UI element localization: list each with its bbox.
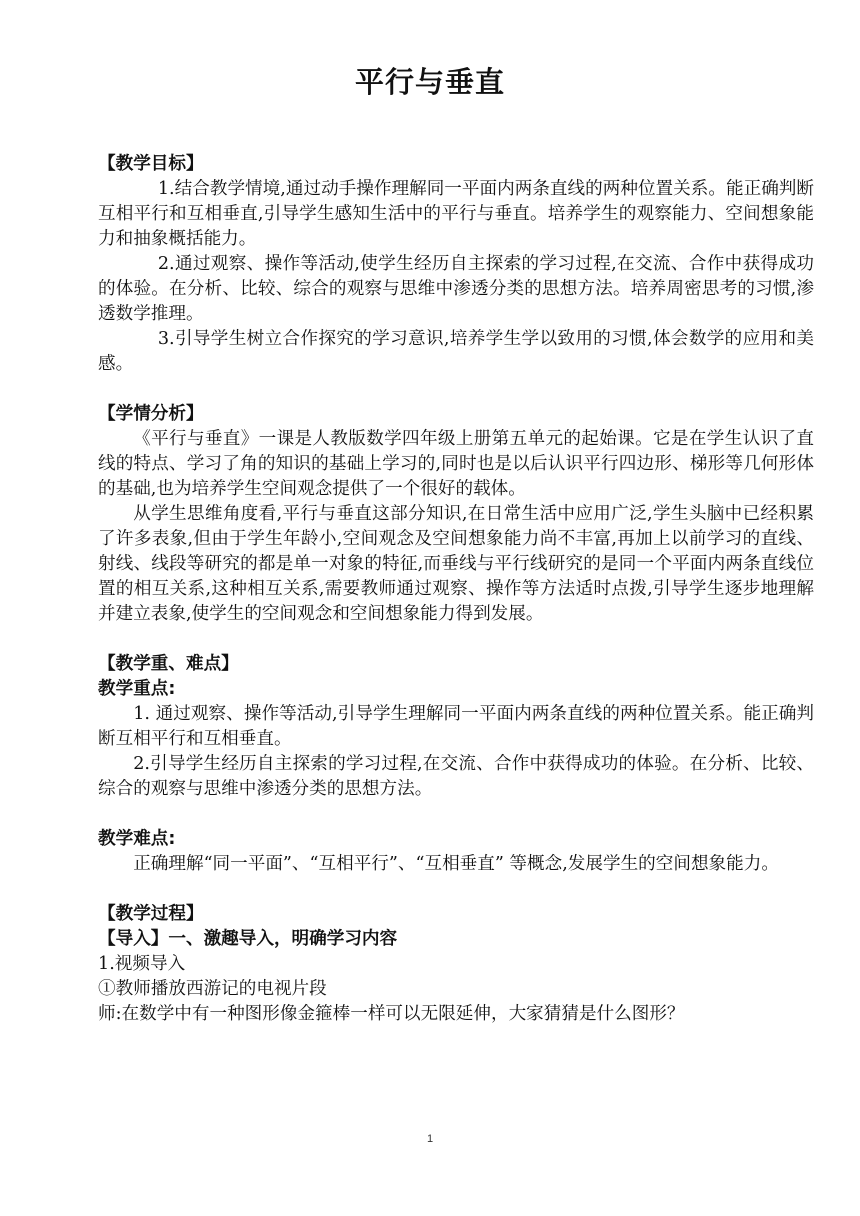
objectives-heading: 【教学目标】: [98, 154, 204, 174]
objectives-section: [98, 152, 814, 377]
document-title: 平行与垂直: [354, 65, 505, 99]
focus-item: 2.引导学生经历自主探索的学习过程,在交流、合作中获得成功的体验。在分析、比较、综合的观察与思维中渗透分类的思想方法。: [98, 754, 814, 799]
objective-item: 1.结合教学情境,通过动手操作理解同一平面内两条直线的两种位置关系。能正确判断互相平行和互相垂直,引导学生感知生活中的平行与垂直。培养学生的观察能力、空间想象能力和抽象概括能力。: [98, 179, 814, 249]
section-spacer: [98, 877, 814, 902]
section-spacer: [98, 377, 814, 402]
key-points-section: [98, 652, 814, 877]
process-line: 师:在数学中有一种图形像金箍棒一样可以无限延伸，大家猜猜是什么图形？: [98, 1004, 685, 1024]
analysis-section: [98, 402, 814, 627]
focus-item: 1. 通过观察、操作等活动,引导学生理解同一平面内两条直线的两种位置关系。能正确判断互相平行和互相垂直。: [98, 704, 814, 749]
difficulty-label: 教学难点:: [98, 829, 176, 849]
process-section: [98, 902, 814, 1027]
objective-item: 3.引导学生树立合作探究的学习意识,培养学生学以致用的习惯,体会数学的应用和美感。: [98, 329, 814, 374]
focus-label: 教学重点:: [98, 679, 176, 699]
analysis-paragraph: 《平行与垂直》一课是人教版数学四年级上册第五单元的起始课。它是在学生认识了直线的特点、学习了角的知识的基础上学习的,同时也是以后认识平行四边形、梯形等几何形体的基础,也为培养学生空间观念提供了一个很好的载体。: [98, 429, 814, 499]
analysis-paragraph: 从学生思维角度看,平行与垂直这部分知识,在日常生活中应用广泛,学生头脑中已经积累了许多表象,但由于学生年龄小,空间观念及空间想象能力尚不丰富,再加上以前学习的直线、射线、线段等研究的都是单一对象的特征,而垂线与平行线研究的是同一个平面内两条直线位置的相互关系,这种相互关系,需要教师通过观察、操作等方法适时点拨,引导学生逐步地理解并建立表象,使学生的空间观念和空间想象能力得到发展。: [98, 504, 814, 624]
page-number: 1: [426, 1133, 434, 1145]
key-points-heading: 【教学重、难点】: [98, 654, 239, 674]
section-spacer: [98, 627, 814, 652]
document-body: [98, 152, 814, 1027]
analysis-heading: 【学情分析】: [98, 404, 204, 424]
objective-item: 2.通过观察、操作等活动,使学生经历自主探索的学习过程,在交流、合作中获得成功的体验。在分析、比较、综合的观察与思维中渗透分类的思想方法。培养周密思考的习惯,渗透数学推理。: [98, 254, 814, 324]
process-line: 1.视频导入: [98, 954, 186, 974]
intro-heading: 【导入】一、激趣导入，明确学习内容: [98, 929, 398, 949]
difficulty-text: 正确理解“同一平面”、“互相平行”、“互相垂直” 等概念,发展学生的空间想象能力。: [133, 854, 779, 874]
process-line: ①教师播放西游记的电视片段: [98, 979, 327, 999]
section-spacer: [98, 802, 814, 827]
process-heading: 【教学过程】: [98, 904, 204, 924]
